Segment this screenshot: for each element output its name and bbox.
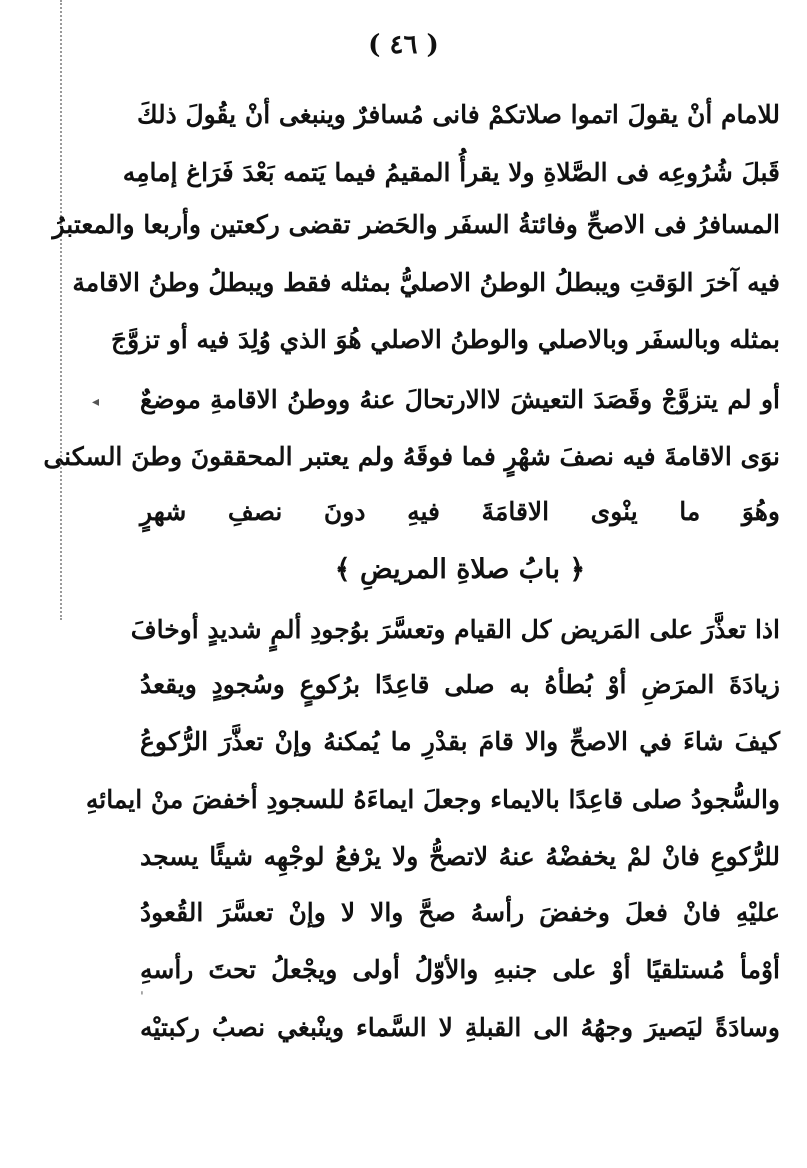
scan-binding-edge: [60, 0, 62, 620]
page-number: ( ٤٦ ): [368, 30, 439, 60]
text-line: أو لم يتزوَّجْ وقَصَدَ التعيشَ لاالارتحالَ عنهُ ووطنُ الاقامةِ موضعٌ: [140, 385, 780, 414]
text-line: زيادَةَ المرَضِ أوْ بُطأهُ به صلى قاعِدًا برُكوعٍ وسُجودٍ ويقعدُ: [140, 670, 780, 699]
scan-speck: ˈ: [140, 990, 144, 1006]
text-line: للامام أنْ يقولَ اتموا صلاتكمْ فانى مُسافرٌ وينبغى أنْ يقُولَ ذلكَ: [136, 100, 780, 129]
text-line: فيه آخرَ الوَقتِ ويبطلُ الوطنُ الاصليُّ بمثله فقط ويبطلُ وطنُ الاقامة: [72, 268, 780, 297]
text-line: أوْمأ مُستلقيًا أوْ على جنبهِ والأوّلُ أولى ويجْعلُ تحتَ رأسهِ: [140, 955, 780, 984]
text-line: وهُوَ ما ينْوى الاقامَةَ فيهِ دونَ نصفِ شهرٍ: [140, 497, 780, 526]
text-line: اذا تعذَّرَ على المَريض كل القيام وتعسَّرَ بوُجودِ ألمٍ شديدٍ أوخافَ: [130, 615, 780, 644]
text-line: المسافرُ فى الاصحِّ وفائتةُ السفَر والحَضر تقضى ركعتين وأربعا والمعتبرُ: [52, 210, 780, 239]
text-line: والسُّجودُ صلى قاعِدًا بالايماء وجعلَ ايماءَهُ للسجودِ أخفضَ منْ ايمائهِ: [85, 785, 780, 814]
text-line: للرُّكوعِ فانْ لمْ يخفضْهُ عنهُ لاتصحُّ ولا يرْفعُ لوجْهِه شيئًا يسجد: [140, 842, 780, 871]
scan-speck: ◂: [92, 394, 100, 410]
text-line: وسادَةً ليَصيرَ وجهُهُ الى القبلةِ لا السَّماء وينْبغي نصبُ ركبتيْه: [140, 1013, 780, 1042]
text-line: كيفَ شاءَ في الاصحِّ والا قامَ بقدْرِ ما يُمكنهُ وإنْ تعذَّرَ الرُّكوعُ: [140, 727, 780, 756]
text-line: بمثله وبالسفَر وبالاصلي والوطنُ الاصلي هُوَ الذي وُلِدَ فيه أو تزوَّجَ: [111, 325, 780, 354]
text-line: عليْهِ فانْ فعلَ وخفضَ رأسهُ صحَّ والا لا وإنْ تعسَّرَ القُعودُ: [140, 898, 780, 927]
text-line: قَبلَ شُرُوعِه فى الصَّلاةِ ولا يقرأُ المقيمُ فيما يَتمه بَعْدَ فَرَاغ إمامِه: [122, 158, 780, 187]
chapter-heading: ﴿ بابُ صلاةِ المريضِ ﴾: [334, 554, 586, 585]
text-line: نوَى الاقامةَ فيه نصفَ شهْرٍ فما فوقَهُ ولم يعتبر المحققونَ وطنَ السكنى: [43, 442, 780, 471]
